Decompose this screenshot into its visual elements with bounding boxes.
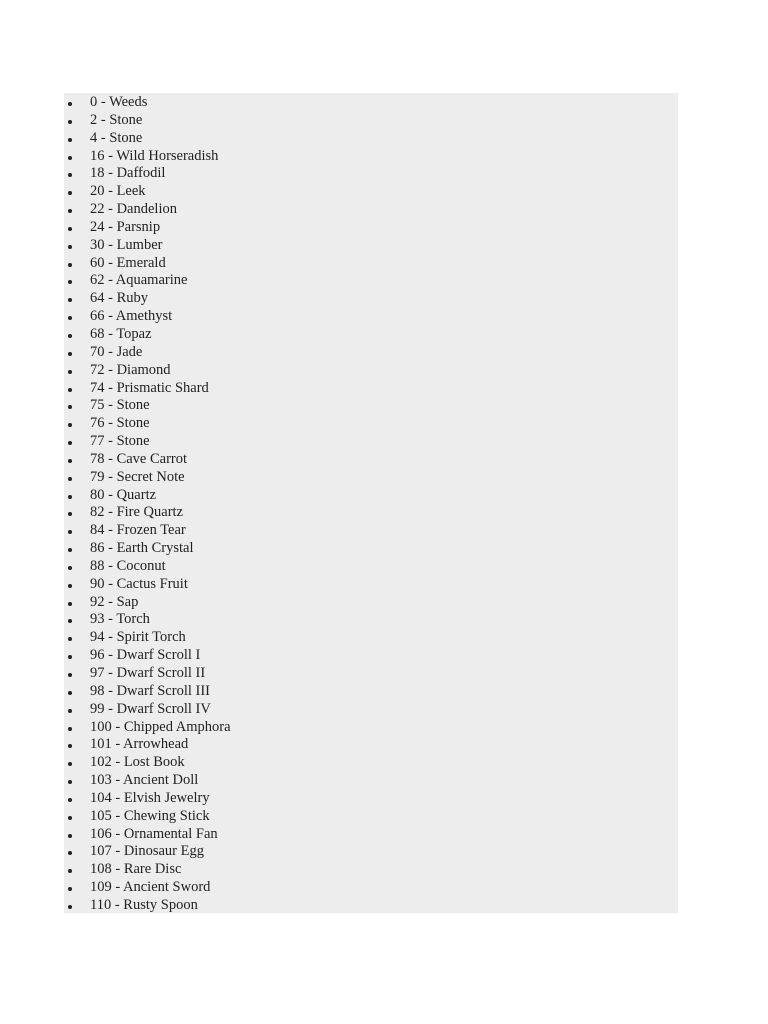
- list-item: [64, 469, 678, 487]
- list-item-label: 100 - Chipped Amphora: [90, 718, 231, 735]
- list-item-label: 105 - Chewing Stick: [90, 807, 210, 824]
- bullet-icon: [68, 138, 72, 142]
- bullet-icon: [68, 405, 72, 409]
- list-item-label: 4 - Stone: [90, 129, 143, 146]
- list-item-label: 104 - Elvish Jewelry: [90, 789, 210, 806]
- bullet-icon: [68, 691, 72, 695]
- bullet-icon: [68, 655, 72, 659]
- item-id-list: [64, 94, 678, 915]
- list-item: [64, 326, 678, 344]
- list-item-label: 82 - Fire Quartz: [90, 504, 184, 521]
- bullet-icon: [68, 388, 72, 392]
- bullet-icon: [68, 602, 72, 606]
- list-item: [64, 576, 678, 594]
- bullet-icon: [68, 227, 72, 231]
- bullet-icon: [68, 744, 72, 748]
- bullet-icon: [68, 530, 72, 534]
- list-item-label: 0 - Weeds: [90, 94, 148, 110]
- bullet-icon: [68, 548, 72, 552]
- list-item-label: 64 - Ruby: [90, 290, 148, 307]
- bullet-icon: [68, 495, 72, 499]
- list-item: [64, 701, 678, 719]
- list-item: [64, 558, 678, 576]
- list-item-label: 24 - Parsnip: [90, 218, 161, 235]
- bullet-icon: [68, 584, 72, 588]
- list-item: [64, 290, 678, 308]
- list-item-label: 108 - Rare Disc: [90, 861, 182, 878]
- list-item-label: 101 - Arrowhead: [90, 736, 189, 753]
- list-item-label: 99 - Dwarf Scroll IV: [90, 700, 211, 717]
- list-item: [64, 504, 678, 522]
- bullet-icon: [68, 905, 72, 909]
- list-item: [64, 522, 678, 540]
- list-item: [64, 433, 678, 451]
- list-item-label: 72 - Diamond: [90, 361, 171, 378]
- bullet-icon: [68, 512, 72, 516]
- list-item: [64, 879, 678, 897]
- list-item-label: 86 - Earth Crystal: [90, 540, 194, 557]
- list-item-label: 79 - Secret Note: [90, 468, 185, 485]
- bullet-icon: [68, 441, 72, 445]
- list-item: [64, 736, 678, 754]
- list-item: [64, 380, 678, 398]
- list-item: [64, 790, 678, 808]
- bullet-icon: [68, 477, 72, 481]
- list-item-label: 80 - Quartz: [90, 486, 157, 503]
- list-item: [64, 808, 678, 826]
- bullet-icon: [68, 191, 72, 195]
- list-item: [64, 183, 678, 201]
- list-item: [64, 165, 678, 183]
- list-item: [64, 201, 678, 219]
- bullet-icon: [68, 298, 72, 302]
- list-item: [64, 647, 678, 665]
- list-item-label: 16 - Wild Horseradish: [90, 147, 219, 164]
- bullet-icon: [68, 334, 72, 338]
- item-list-panel: [64, 93, 678, 913]
- list-item-label: 93 - Torch: [90, 611, 150, 628]
- list-item-label: 77 - Stone: [90, 433, 150, 450]
- list-item: [64, 415, 678, 433]
- bullet-icon: [68, 851, 72, 855]
- bullet-icon: [68, 120, 72, 124]
- bullet-icon: [68, 173, 72, 177]
- bullet-icon: [68, 727, 72, 731]
- bullet-icon: [68, 263, 72, 267]
- bullet-icon: [68, 637, 72, 641]
- list-item: [64, 344, 678, 362]
- list-item-label: 103 - Ancient Doll: [90, 772, 199, 789]
- list-item-label: 84 - Frozen Tear: [90, 522, 186, 539]
- list-item: [64, 594, 678, 612]
- list-item-label: 98 - Dwarf Scroll III: [90, 682, 210, 699]
- list-item: [64, 255, 678, 273]
- list-item-label: 78 - Cave Carrot: [90, 450, 188, 467]
- list-item-label: 106 - Ornamental Fan: [90, 825, 218, 842]
- list-item-label: 109 - Ancient Sword: [90, 879, 211, 896]
- list-item-label: 88 - Coconut: [90, 557, 166, 574]
- bullet-icon: [68, 316, 72, 320]
- list-item-label: 2 - Stone: [90, 111, 143, 128]
- bullet-icon: [68, 459, 72, 463]
- bullet-icon: [68, 780, 72, 784]
- list-item-label: 62 - Aquamarine: [90, 272, 188, 289]
- list-item: [64, 112, 678, 130]
- list-item-label: 60 - Emerald: [90, 254, 166, 271]
- list-item-label: 107 - Dinosaur Egg: [90, 843, 204, 860]
- list-item-label: 74 - Prismatic Shard: [90, 379, 209, 396]
- list-item: [64, 540, 678, 558]
- bullet-icon: [68, 762, 72, 766]
- list-item-label: 66 - Amethyst: [90, 308, 173, 325]
- list-item: [64, 754, 678, 772]
- list-item: [64, 451, 678, 469]
- bullet-icon: [68, 280, 72, 284]
- bullet-icon: [68, 887, 72, 891]
- list-item: [64, 683, 678, 701]
- bullet-icon: [68, 798, 72, 802]
- list-item: [64, 362, 678, 380]
- bullet-icon: [68, 673, 72, 677]
- list-item: [64, 843, 678, 861]
- list-item: [64, 487, 678, 505]
- bullet-icon: [68, 423, 72, 427]
- bullet-icon: [68, 352, 72, 356]
- list-item-label: 18 - Daffodil: [90, 165, 166, 182]
- list-item: [64, 861, 678, 879]
- list-item: [64, 629, 678, 647]
- bullet-icon: [68, 156, 72, 160]
- list-item: [64, 665, 678, 683]
- bullet-icon: [68, 709, 72, 713]
- list-item-label: 102 - Lost Book: [90, 754, 185, 771]
- list-item-label: 75 - Stone: [90, 397, 150, 414]
- list-item: [64, 219, 678, 237]
- list-item: [64, 611, 678, 629]
- list-item: [64, 237, 678, 255]
- bullet-icon: [68, 869, 72, 873]
- bullet-icon: [68, 834, 72, 838]
- list-item: [64, 272, 678, 290]
- list-item-label: 68 - Topaz: [90, 325, 152, 342]
- list-item: [64, 897, 678, 915]
- list-item-label: 110 - Rusty Spoon: [90, 896, 198, 913]
- list-item-label: 76 - Stone: [90, 415, 150, 432]
- bullet-icon: [68, 245, 72, 249]
- bullet-icon: [68, 370, 72, 374]
- list-item-label: 30 - Lumber: [90, 236, 163, 253]
- bullet-icon: [68, 816, 72, 820]
- list-item-label: 90 - Cactus Fruit: [90, 575, 188, 592]
- list-item: [64, 397, 678, 415]
- list-item: [64, 308, 678, 326]
- list-item-label: 96 - Dwarf Scroll I: [90, 647, 201, 664]
- list-item-label: 22 - Dandelion: [90, 201, 177, 218]
- list-item: [64, 826, 678, 844]
- list-item: [64, 94, 678, 112]
- list-item-label: 97 - Dwarf Scroll II: [90, 665, 206, 681]
- bullet-icon: [68, 209, 72, 213]
- list-item-label: 94 - Spirit Torch: [90, 629, 186, 646]
- list-item-label: 70 - Jade: [90, 343, 143, 360]
- list-item-label: 20 - Leek: [90, 183, 146, 200]
- bullet-icon: [68, 619, 72, 623]
- list-item: [64, 148, 678, 166]
- bullet-icon: [68, 566, 72, 570]
- list-item: [64, 130, 678, 148]
- list-item: [64, 772, 678, 790]
- list-item: [64, 719, 678, 737]
- bullet-icon: [68, 102, 72, 106]
- list-item-label: 92 - Sap: [90, 593, 139, 610]
